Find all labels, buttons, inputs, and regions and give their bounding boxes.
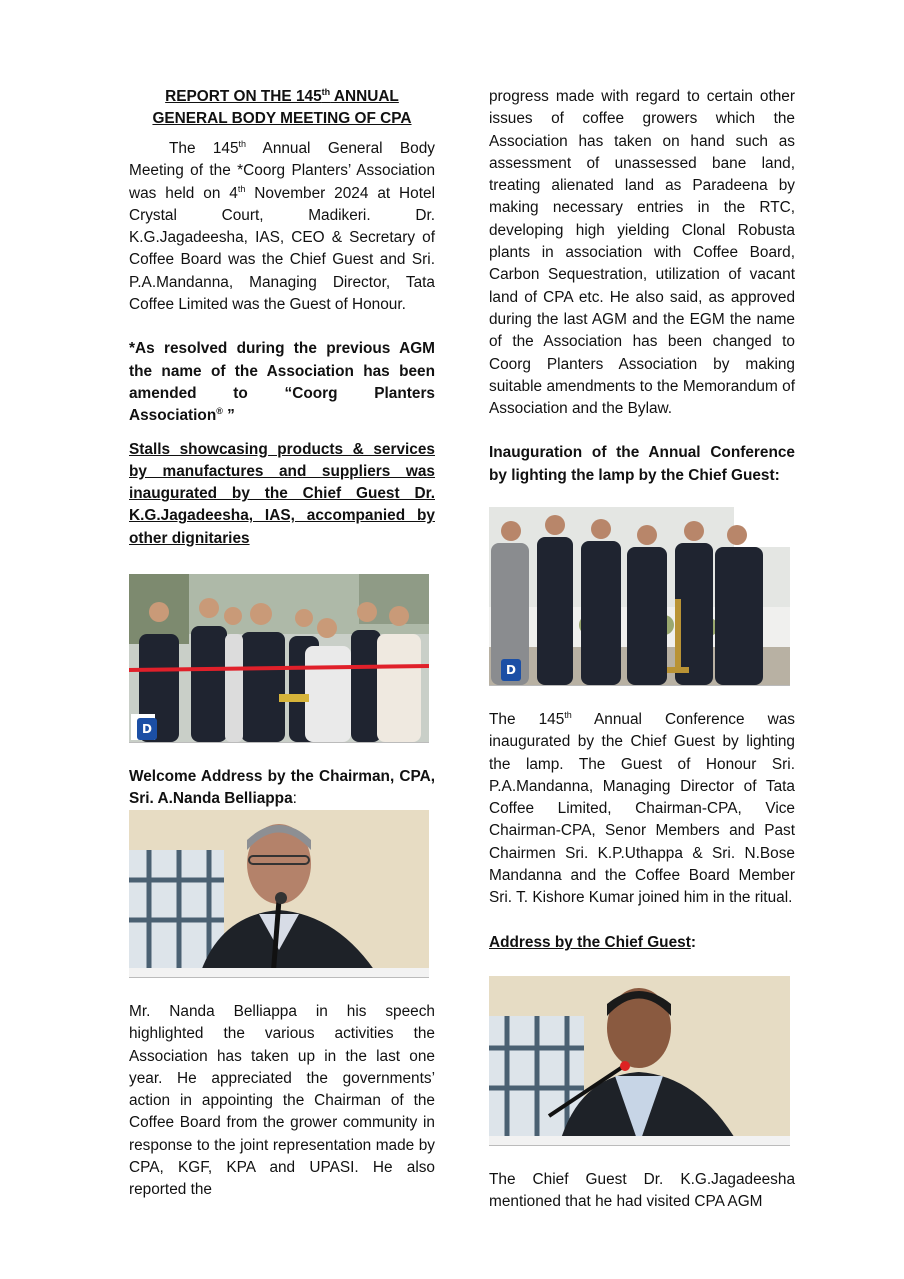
- resolution-note: *As resolved during the previous AGM the name of the Association has been amended to “Coorg Planters Association® ”: [129, 340, 435, 425]
- chief-guest-heading: Address by the Chief Guest:: [489, 933, 696, 951]
- conference-paragraph: The 145th Annual Conference was inaugurated by the Chief Guest by lighting the lamp. The Guest of Honour Sri. P.A.Mandanna, Managing Director of Tata Coffee Limited, Chairman-CPA, Vice Chairman-CPA, Senor Members and Past Chairmen Sri. K.P.Uthappa & Sri. N.Bose Mandanna and the Coffee Board Member Sri. T. Kishore Kumar joined him in the ritual.: [489, 709, 795, 907]
- watermark-logo-2: D: [501, 659, 521, 681]
- lamp-lighting-photo: [489, 507, 790, 686]
- welcome-heading-block: [129, 766, 435, 811]
- ribbon-cutting-photo: [129, 574, 429, 743]
- right-column: [489, 86, 795, 487]
- inauguration-heading: Inauguration of the Annual Conference by lighting the lamp by the Chief Guest:: [489, 444, 795, 484]
- watermark-logo: D: [137, 718, 157, 740]
- welcome-body: Mr. Nanda Belliappa in his speech highlighted the various activities the Association has taken up in the last one year. He appreciated the governments’ action in appointing the Chairman of the Coffee Board from the grower community in response to the joint representation made by CPA, KGF, KPA and UPASI. He also reported the: [129, 1003, 435, 1199]
- report-title: REPORT ON THE 145th ANNUAL GENERAL BODY MEETING OF CPA: [152, 86, 412, 127]
- welcome-heading: Welcome Address by the Chairman, CPA, Sri. A.Nanda Belliappa:: [129, 768, 435, 808]
- chief-guest-body: The Chief Guest Dr. K.G.Jagadeesha mentioned that he had visited CPA AGM: [489, 1171, 795, 1211]
- conference-block: [489, 709, 795, 954]
- chief-guest-photo: [489, 976, 790, 1146]
- left-column: [129, 86, 435, 550]
- welcome-body-block: [129, 1001, 435, 1202]
- progress-paragraph: progress made with regard to certain other issues of coffee growers which the Association has taken on hand such as assessment of unassessed bane land, treating alienated land as Paradeena by making necessary entries in the RTC, developing high yielding Clonal Robusta plants in association with Coffee Board, Carbon Sequestration, utilization of vacant land of CPA etc. He also said, as approved during the last AGM and the EGM the name of the Association has been changed to Coorg Planters Association by making suitable amendments to the Memorandum of Association and the Bylaw.: [489, 88, 795, 418]
- intro-paragraph: The 145th Annual General Body Meeting of the *Coorg Planters’ Association was held on 4th November 2024 at Hotel Crystal Court, Madikeri. Dr. K.G.Jagadeesha, IAS, CEO & Secretary of Coffee Board was the Chief Guest and Sri. P.A.Mandanna, Managing Director, Tata Coffee Limited was the Guest of Honour.: [129, 138, 435, 314]
- chief-guest-body-block: [489, 1169, 795, 1214]
- chairman-speech-photo: [129, 810, 429, 978]
- stalls-caption: Stalls showcasing products & services by manufactures and suppliers was inaugurated by the Chief Guest Dr. K.G.Jagadeesha, IAS, accompanied by other dignitaries: [129, 440, 435, 547]
